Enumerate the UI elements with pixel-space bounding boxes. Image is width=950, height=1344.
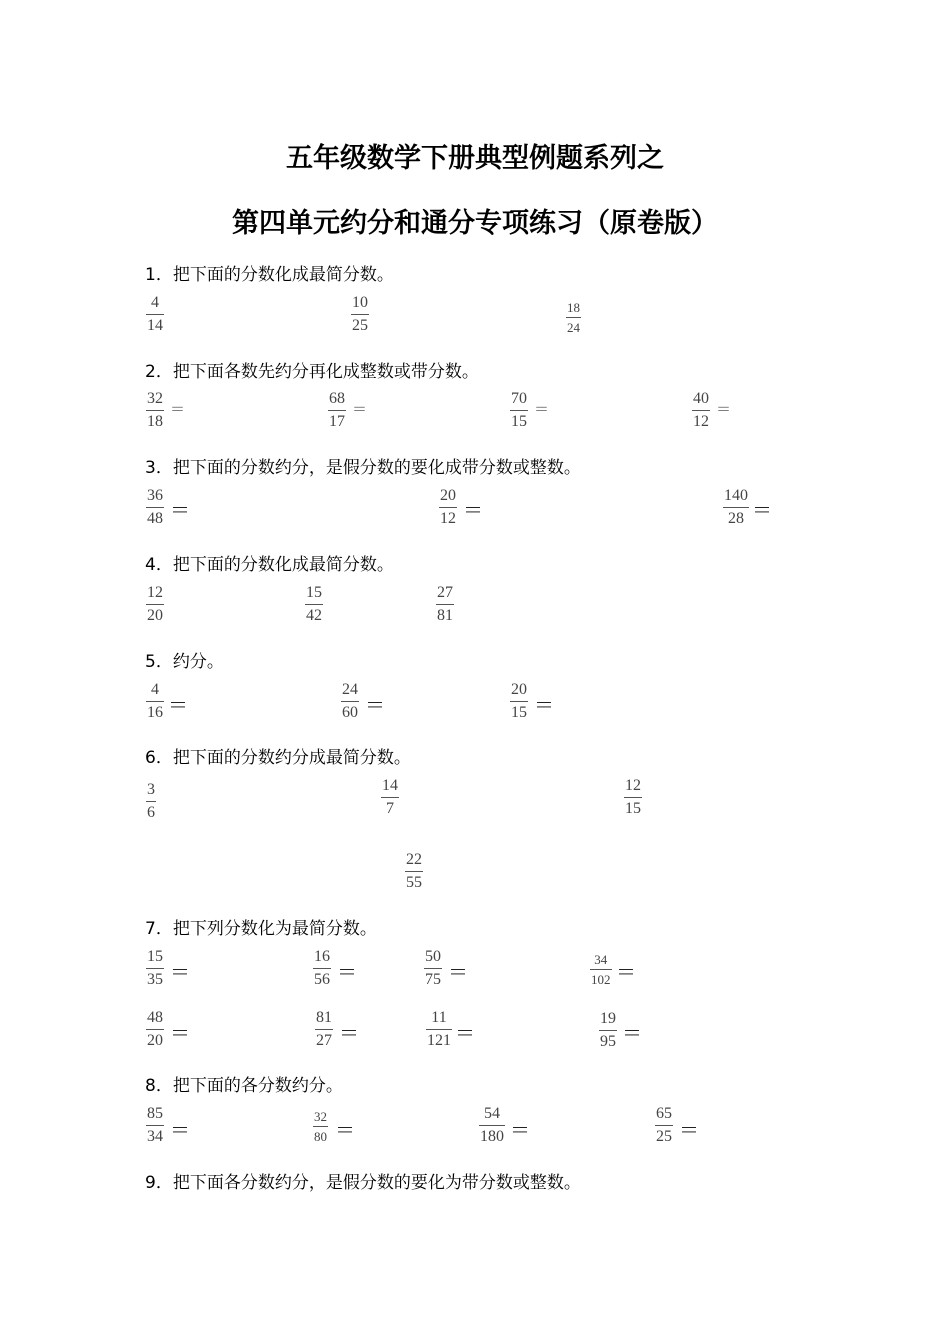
question-8: 8．把下面的各分数约分。 [145,1076,343,1096]
equals-sign: ＝ [337,960,357,984]
fraction: 19 95 [600,1010,616,1050]
fraction: 15 35 [147,948,163,988]
equals-sign: ＝ [335,1118,355,1142]
equals-sign: ＝ [616,960,636,984]
equals-sign: ＝ [365,693,385,717]
equals-sign: ＝ [170,498,190,522]
question-3: 3．把下面的分数约分，是假分数的要化成带分数或整数。 [145,458,581,478]
fraction: 40 12 [693,390,709,430]
equals-sign: ＝ [170,1021,190,1045]
fraction: 4 14 [147,294,163,334]
fraction: 50 75 [425,948,441,988]
fraction: 85 34 [147,1105,163,1145]
fraction: 20 12 [440,487,456,527]
equals-sign: ＝ [170,960,190,984]
fraction: 48 20 [147,1009,163,1049]
fraction: 24 60 [342,681,358,721]
equals-sign: ＝ [510,1118,530,1142]
fraction: 14 7 [382,777,398,817]
fraction: 65 25 [656,1105,672,1145]
fraction: 18 24 [567,300,580,335]
fraction: 140 28 [724,487,748,527]
fraction: 12 15 [625,777,641,817]
fraction: 32 18 [147,390,163,430]
fraction: 15 42 [306,584,322,624]
question-5: 5．约分。 [145,652,224,672]
fraction: 68 17 [329,390,345,430]
fraction: 11 121 [427,1009,451,1049]
title-line-2: 第四单元约分和通分专项练习（原卷版） [232,208,718,239]
fraction: 70 15 [511,390,527,430]
equals-sign: ＝ [534,400,550,418]
equals-sign: ＝ [170,1118,190,1142]
fraction: 54 180 [480,1105,504,1145]
equals-sign: ＝ [716,400,732,418]
fraction: 10 25 [352,294,368,334]
question-6: 6．把下面的分数约分成最简分数。 [145,748,411,768]
equals-sign: ＝ [339,1021,359,1045]
equals-sign: ＝ [752,498,772,522]
fraction: 12 20 [147,584,163,624]
title-line-1: 五年级数学下册典型例题系列之 [286,143,664,174]
fraction: 20 15 [511,681,527,721]
fraction: 36 48 [147,487,163,527]
fraction: 27 81 [437,584,453,624]
fraction: 4 16 [147,681,163,721]
fraction: 81 27 [316,1009,332,1049]
fraction: 32 80 [314,1109,327,1144]
fraction: 34 102 [591,952,611,987]
equals-sign: ＝ [455,1021,475,1045]
fraction: 3 6 [147,781,155,821]
equals-sign: ＝ [170,400,186,418]
equals-sign: ＝ [448,960,468,984]
equals-sign: ＝ [352,400,368,418]
equals-sign: ＝ [622,1021,642,1045]
question-1: 1．把下面的分数化成最简分数。 [145,265,394,285]
fraction: 22 55 [406,851,422,891]
equals-sign: ＝ [463,498,483,522]
equals-sign: ＝ [679,1118,699,1142]
equals-sign: ＝ [168,693,188,717]
question-4: 4．把下面的分数化成最简分数。 [145,555,394,575]
fraction: 16 56 [314,948,330,988]
question-2: 2．把下面各数先约分再化成整数或带分数。 [145,362,479,382]
question-7: 7．把下列分数化为最简分数。 [145,919,377,939]
equals-sign: ＝ [534,693,554,717]
question-9: 9．把下面各分数约分，是假分数的要化为带分数或整数。 [145,1173,581,1193]
